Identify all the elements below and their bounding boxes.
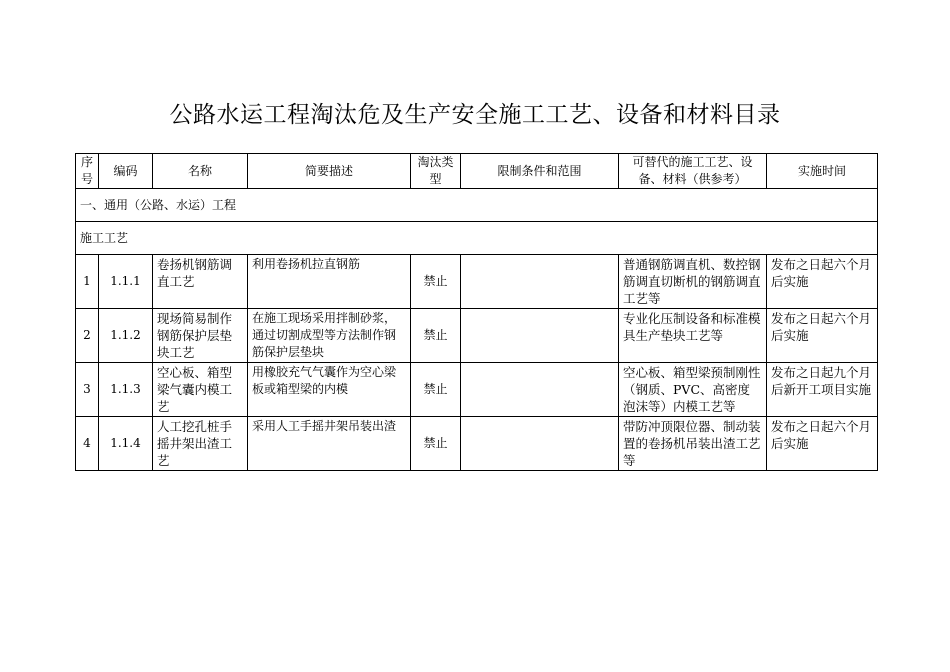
cell-scope bbox=[461, 309, 619, 363]
cell-type: 禁止 bbox=[411, 255, 461, 309]
header-desc: 简要描述 bbox=[248, 154, 411, 189]
header-code: 编码 bbox=[99, 154, 153, 189]
section-row bbox=[76, 189, 878, 222]
header-time: 实施时间 bbox=[767, 154, 878, 189]
cell-seq: 4 bbox=[76, 417, 99, 471]
cell-desc: 利用卷扬机拉直钢筋 bbox=[248, 255, 411, 309]
cell-seq: 3 bbox=[76, 363, 99, 417]
cell-time: 发布之日起六个月后实施 bbox=[767, 309, 878, 363]
cell-type: 禁止 bbox=[411, 363, 461, 417]
cell-code: 1.1.4 bbox=[99, 417, 153, 471]
catalog-table bbox=[75, 153, 878, 471]
cell-type: 禁止 bbox=[411, 309, 461, 363]
cell-alternatives: 专业化压制设备和标准模具生产垫块工艺等 bbox=[619, 309, 767, 363]
cell-time: 发布之日起六个月后实施 bbox=[767, 417, 878, 471]
cell-desc: 在施工现场采用拌制砂浆，通过切割成型等方法制作钢筋保护层垫块 bbox=[248, 309, 411, 363]
header-seq: 序号 bbox=[76, 154, 99, 189]
cell-alternatives: 空心板、箱型梁预制刚性（钢质、PVC、高密度泡沫等）内模工艺等 bbox=[619, 363, 767, 417]
cell-seq: 2 bbox=[76, 309, 99, 363]
header-alternatives: 可替代的施工工艺、设备、材料（供参考） bbox=[619, 154, 767, 189]
section-general: 一、通用（公路、水运）工程 bbox=[76, 189, 878, 222]
header-name: 名称 bbox=[153, 154, 248, 189]
table-row bbox=[76, 417, 878, 471]
page-title: 公路水运工程淘汰危及生产安全施工工艺、设备和材料目录 bbox=[169, 102, 781, 128]
header-scope: 限制条件和范围 bbox=[461, 154, 619, 189]
cell-type: 禁止 bbox=[411, 417, 461, 471]
cell-name: 卷扬机钢筋调直工艺 bbox=[153, 255, 248, 309]
cell-alternatives: 带防冲顶限位器、制动装置的卷扬机吊装出渣工艺等 bbox=[619, 417, 767, 471]
table-row bbox=[76, 363, 878, 417]
cell-name: 空心板、箱型梁气囊内模工艺 bbox=[153, 363, 248, 417]
cell-alternatives: 普通钢筋调直机、数控钢筋调直切断机的钢筋调直工艺等 bbox=[619, 255, 767, 309]
section-process: 施工工艺 bbox=[76, 222, 878, 255]
cell-code: 1.1.2 bbox=[99, 309, 153, 363]
cell-scope bbox=[461, 417, 619, 471]
cell-desc: 用橡胶充气气囊作为空心梁板或箱型梁的内模 bbox=[248, 363, 411, 417]
cell-seq: 1 bbox=[76, 255, 99, 309]
cell-name: 人工挖孔桩手摇井架出渣工艺 bbox=[153, 417, 248, 471]
cell-desc: 采用人工手摇井架吊装出渣 bbox=[248, 417, 411, 471]
cell-scope bbox=[461, 255, 619, 309]
table-row bbox=[76, 255, 878, 309]
cell-time: 发布之日起六个月后实施 bbox=[767, 255, 878, 309]
cell-code: 1.1.1 bbox=[99, 255, 153, 309]
cell-code: 1.1.3 bbox=[99, 363, 153, 417]
subsection-row bbox=[76, 222, 878, 255]
cell-name: 现场简易制作钢筋保护层垫块工艺 bbox=[153, 309, 248, 363]
header-row bbox=[76, 154, 878, 189]
cell-time: 发布之日起九个月后新开工项目实施 bbox=[767, 363, 878, 417]
table-row bbox=[76, 309, 878, 363]
cell-scope bbox=[461, 363, 619, 417]
header-type: 淘汰类型 bbox=[411, 154, 461, 189]
